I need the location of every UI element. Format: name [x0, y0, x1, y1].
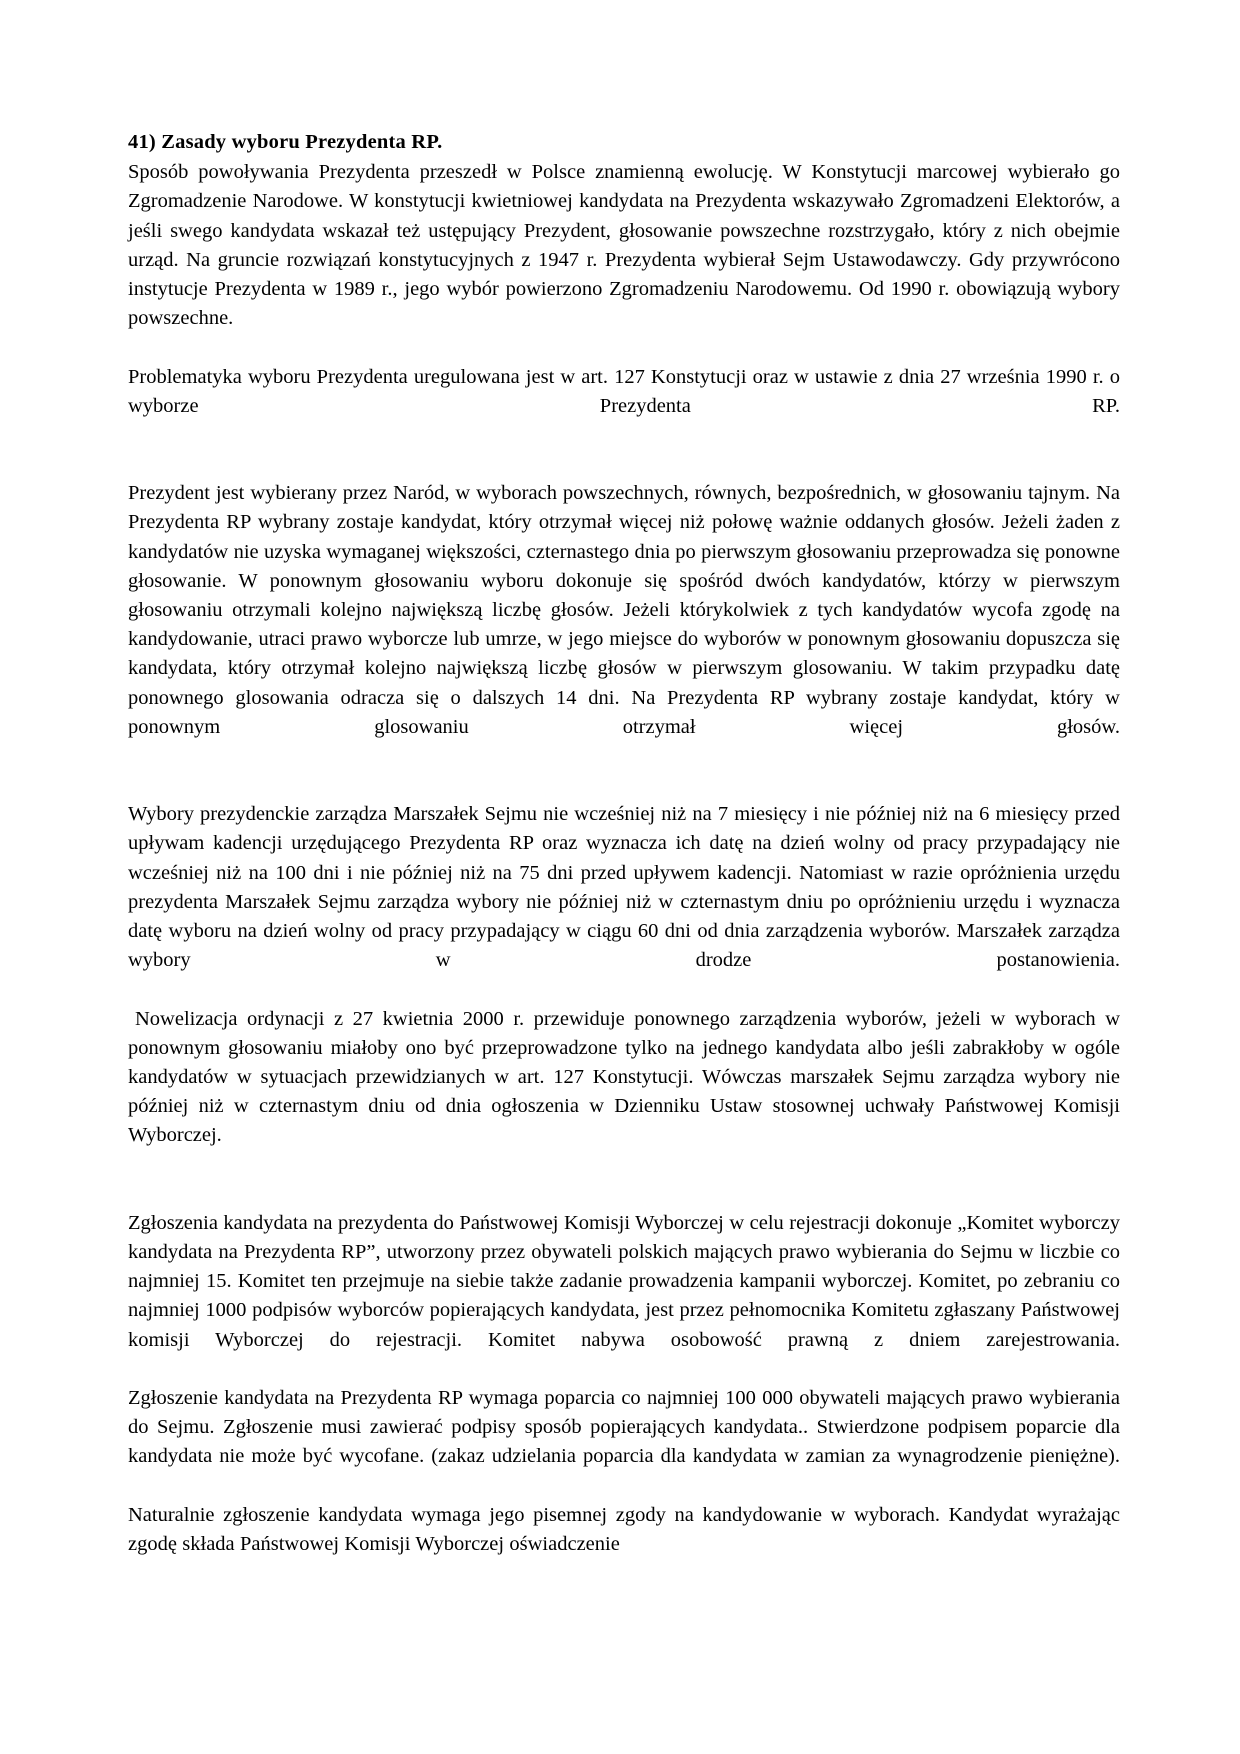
paragraph-8: Naturalnie zgłoszenie kandydata wymaga jego pisemnej zgody na kandydowanie w wyborach. Kandydat wyrażając zgodę składa Państwowej Komisji Wyborczej oświadczenie — [128, 1503, 1120, 1556]
paragraph-3: Prezydent jest wybierany przez Naród, w wyborach powszechnych, równych, bezpośrednich, w głosowaniu tajnym. Na Prezydenta RP wybrany zostaje kandydat, który otrzymał więcej niż połowę ważnie oddanych głosów. Jeżeli żaden z kandydatów nie uzyska wymaganej większości, czternastego dnia po pierwszym głosowaniu przeprowadza się ponowne głosowanie. W ponownym głosowaniu wyboru dokonuje się spośród dwóch kandydatów, którzy w pierwszym głosowaniu otrzymali kolejno największą liczbę głosów. Jeżeli którykolwiek z tych kandydatów wycofa zgodę na kandydowanie, utraci prawo wyborcze lub umrze, w jego miejsce do wyborów w ponownym głosowaniu dopuszcza się kandydata, który otrzymał kolejno największą liczbę głosów w pierwszym glosowaniu. W takim przypadku datę ponownego glosowania odracza się o dalszych 14 dni. Na Prezydenta RP wybrany zostaje kandydat, który w ponownym glosowaniu otrzymał więcej głosów. — [128, 482, 1120, 738]
paragraph-5 — [128, 1005, 1120, 1180]
paragraph-gap — [128, 1180, 1120, 1209]
paragraph-gap — [128, 771, 1120, 800]
paragraph-5-text: Nowelizacja ordynacji z 27 kwietnia 2000 r. przewiduje ponownego zarządzenia wyborów, jeżeli w wyborach w ponownym głosowaniu miałoby ono być przeprowadzone tylko na jednego kandydata albo jeśli zabrakłoby w ogóle kandydatów w sytuacjach przewidzianych w art. 127 Konstytucji. Wówczas marszałek Sejmu zarządza wybory nie później niż w czternastym dniu od dnia ogłoszenia w Dzienniku Ustaw stosownej uchwały Państwowej Komisji Wyborczej. — [128, 1007, 1120, 1147]
paragraph-4: Wybory prezydenckie zarządza Marszałek Sejmu nie wcześniej niż na 7 miesięcy i nie później niż na 6 miesięcy przed upływam kadencji urzędującego Prezydenta RP oraz wyznacza ich datę na dzień wolny od pracy przypadający nie wcześniej niż na 100 dni i nie później niż na 75 dni przed upływem kadencji. Natomiast w razie opróżnienia urzędu prezydenta Marszałek Sejmu zarządza wybory nie później niż w czternastym dniu po opróżnieniu urzędu i wyznacza datę wyboru na dzień wolny od pracy przypadający w ciągu 60 dni od dnia zarządzenia wyborów. Marszałek zarządza wybory w drodze postanowienia. — [128, 803, 1120, 972]
paragraph-7: Zgłoszenie kandydata na Prezydenta RP wymaga poparcia co najmniej 100 000 obywateli mających prawo wybierania do Sejmu. Zgłoszenie musi zawierać podpisy sposób popierających kandydata.. Stwierdzone podpisem poparcie dla kandydata nie może być wycofane. (zakaz udzielania poparcia dla kandydata w zamian za wynagrodzenie pieniężne). — [128, 1387, 1120, 1468]
paragraph-6: Zgłoszenia kandydata na prezydenta do Państwowej Komisji Wyborczej w celu rejestracji dokonuje „Komitet wyborczy kandydata na Prezydenta RP”, utworzony przez obywateli polskich mających prawo wybierania do Sejmu w liczbie co najmniej 15. Komitet ten przejmuje na siebie także zadanie prowadzenia kampanii wyborczej. Komitet, po zebraniu co najmniej 1000 podpisów wyborców popierających kandydata, jest przez pełnomocnika Komitetu zgłaszany Państwowej komisji Wyborczej do rejestracji. Komitet nabywa osobowość prawną z dniem zarejestrowania. — [128, 1211, 1120, 1351]
paragraph-gap — [128, 450, 1120, 479]
page-title: 41) Zasady wyboru Prezydenta RP. — [128, 131, 443, 153]
paragraph-1: Sposób powoływania Prezydenta przeszedł w Polsce znamienną ewolucję. W Konstytucji marcowej wybierało go Zgromadzenie Narodowe. W konstytucji kwietniowej kandydata na Prezydenta wskazywało Zgromadzeni Elektorów, a jeśli swego kandydata wskazał też ustępujący Prezydent, głosowanie powszechne rozstrzygało, który z nich obejmie urząd. Na gruncie rozwiązań konstytucyjnych z 1947 r. Prezydenta wybierał Sejm Ustawodawczy. Gdy przywrócono instytucje Prezydenta w 1989 r., jego wybór powierzono Zgromadzeniu Narodowemu. Od 1990 r. obowiązują wybory powszechne. — [128, 161, 1120, 330]
document-body — [128, 128, 1120, 1559]
paragraph-2: Problematyka wyboru Prezydenta uregulowana jest w art. 127 Konstytucji oraz w ustawie z dnia 27 września 1990 r. o wyborze Prezydenta RP. — [128, 365, 1120, 417]
